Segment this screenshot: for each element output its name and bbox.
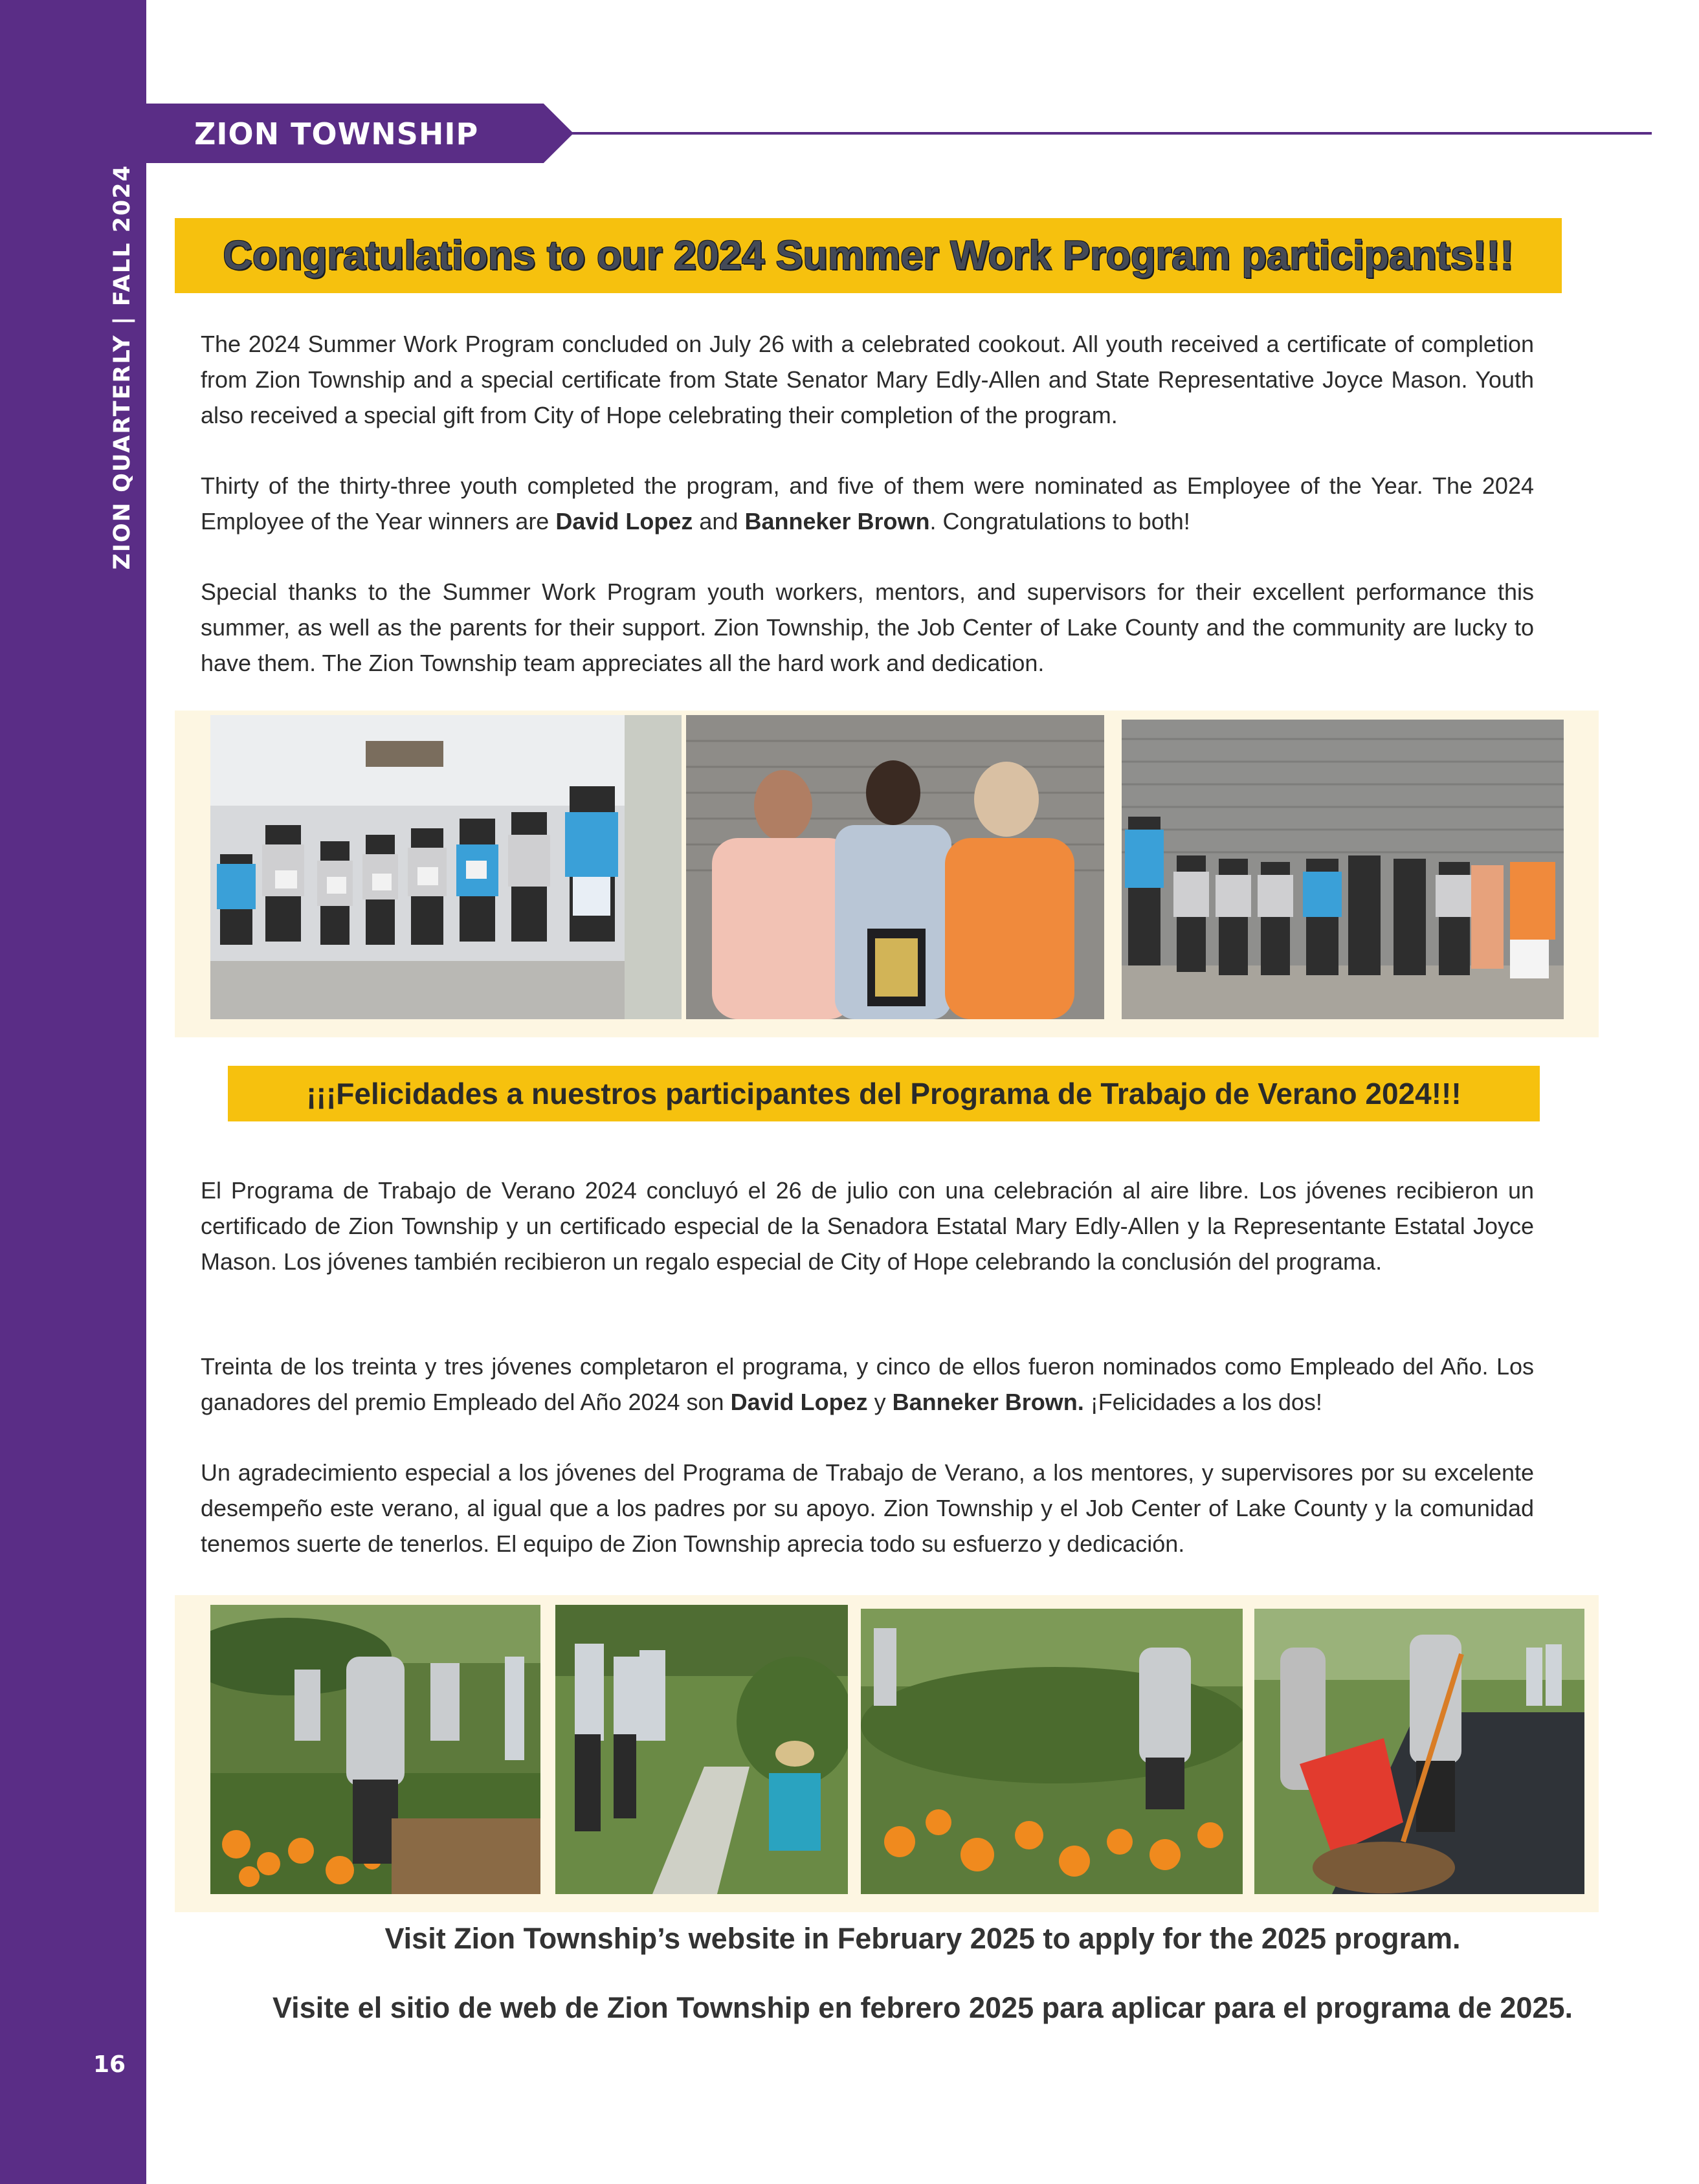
label-separator: |	[109, 315, 135, 325]
text-segment: Thirty of the thirty-three youth completed the program, and five of them were nominated as Employee of the Year. The 2024 Employee of the Year winners are	[201, 472, 1534, 535]
photo-group-outdoor	[1122, 720, 1564, 1019]
spanish-paragraph-1: El Programa de Trabajo de Verano 2024 concluyó el 26 de julio con una celebración al aire libre. Los jóvenes recibieron un certificado de Zion Township y un certificado especial de la Senadora Estatal Mary Edly-Allen y la Representante Estatal Joyce Mason. Los jóvenes también recibieron un regalo especial de City of Hope celebrando la conclusión del programa.	[201, 1177, 1534, 1275]
publication-season: FALL 2024	[109, 164, 135, 307]
publication-label	[111, 164, 134, 569]
section-title: ZION TOWNSHIP	[194, 116, 479, 151]
photo-garden-work-4	[1254, 1609, 1584, 1894]
winner-name: Banneker Brown.	[892, 1389, 1084, 1415]
text-segment: . Congratulations to both!	[929, 508, 1190, 535]
english-headline: Congratulations to our 2024 Summer Work Program participants!!!	[223, 233, 1514, 278]
photo-garden-work-3	[861, 1609, 1243, 1894]
winner-name: David Lopez	[730, 1389, 868, 1415]
spanish-paragraph-3: Un agradecimiento especial a los jóvenes del Programa de Trabajo de Verano, a los mentores, y supervisores por su excelente desempeño este verano, al igual que a los padres por su apoyo. Zion Township y el Job Center of Lake County y la comunidad tenemos suerte de tenerlos. El equipo de Zion Township aprecia todo su esfuerzo y dedicación.	[201, 1459, 1534, 1557]
photo-award-presentation	[686, 715, 1104, 1019]
photo-garden-work-2	[555, 1605, 848, 1894]
cta-english: Visit Zion Township’s website in February 2025 to apply for the 2025 program.	[384, 1922, 1461, 1955]
winner-name: David Lopez	[555, 508, 693, 535]
header-rule	[570, 132, 1652, 135]
photo-garden-work-1	[210, 1605, 540, 1894]
publication-name: ZION QUARTERLY	[109, 334, 135, 570]
text-segment: and	[693, 508, 745, 535]
english-paragraph-1: The 2024 Summer Work Program concluded on July 26 with a celebrated cookout. All youth received a certificate of completion from Zion Township and a special certificate from State Senator Mary Edly-Allen and State Representative Joyce Mason. Youth also received a special gift from City of Hope celebrating their completion of the program.	[201, 331, 1534, 428]
spanish-headline: ¡¡¡Felicidades a nuestros participantes del Programa de Trabajo de Verano 2024!!!	[306, 1077, 1461, 1110]
english-paragraph-2	[201, 468, 1534, 539]
cta-spanish: Visite el sitio de web de Zion Township en febrero 2025 para aplicar para el programa de 2025.	[272, 1991, 1573, 2024]
photo-group-certificates	[210, 715, 682, 1019]
page-number: 16	[93, 2051, 126, 2078]
english-paragraph-3: Special thanks to the Summer Work Program youth workers, mentors, and supervisors for their excellent performance this summer, as well as the parents for their support. Zion Township, the Job Center of Lake County and the community are lucky to have them. The Zion Township team appreciates all the hard work and dedication.	[201, 579, 1534, 676]
text-segment: y	[867, 1389, 893, 1415]
winner-name: Banneker Brown	[744, 508, 930, 535]
text-segment: ¡Felicidades a los dos!	[1083, 1389, 1322, 1415]
text-segment: Treinta de los treinta y tres jóvenes completaron el programa, y cinco de ellos fueron nominados como Empleado del Año. Los ganadores del premio Empleado del Año 2024 son	[201, 1353, 1534, 1415]
spanish-paragraph-2	[201, 1349, 1534, 1420]
